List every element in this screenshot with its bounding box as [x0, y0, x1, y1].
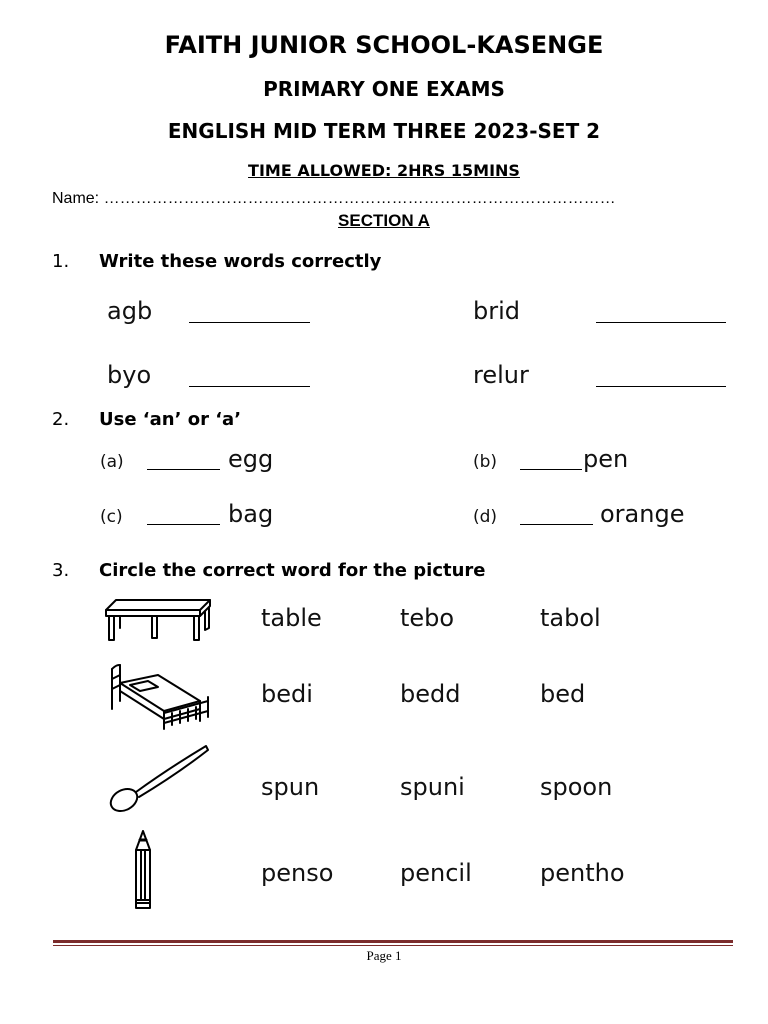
answer-blank [147, 524, 220, 525]
q2-number: 2. [52, 409, 70, 430]
table-icon [102, 596, 214, 644]
q1-word: brid [473, 297, 521, 325]
q2-item-word: pen [583, 445, 629, 473]
q2-item-word: bag [228, 500, 274, 528]
q1-text: Write these words correctly [99, 251, 382, 272]
q3-option[interactable]: tebo [400, 604, 455, 632]
q2-item-label: (a) [100, 452, 124, 472]
page-number: Page 1 [366, 948, 402, 963]
answer-blank [596, 322, 726, 323]
footer-rule [53, 945, 733, 946]
q3-option[interactable]: tabol [540, 604, 601, 632]
answer-blank [189, 386, 310, 387]
bed-icon [108, 661, 218, 733]
q1-word: relur [473, 361, 529, 389]
answer-blank [189, 322, 310, 323]
q3-option[interactable]: penso [261, 859, 334, 887]
q3-option[interactable]: spuni [400, 773, 465, 801]
q3-text: Circle the correct word for the picture [99, 560, 486, 581]
q2-text: Use ‘an’ or ‘a’ [99, 409, 242, 430]
q2-item-label: (b) [473, 452, 498, 472]
q3-option[interactable]: bed [540, 680, 586, 708]
q3-option[interactable]: spoon [540, 773, 613, 801]
q2-item-label: (d) [473, 507, 498, 527]
answer-blank [147, 469, 220, 470]
q3-option[interactable]: table [261, 604, 322, 632]
exam-title: ENGLISH MID TERM THREE 2023-SET 2 [167, 119, 601, 143]
time-allowed: TIME ALLOWED: 2HRS 15MINS [248, 161, 520, 180]
q3-number: 3. [52, 560, 70, 581]
name-line: Name: …………………………………………………………………………………… [52, 190, 616, 207]
q2-item-label: (c) [100, 507, 123, 527]
q3-option[interactable]: pencil [400, 859, 472, 887]
answer-blank [520, 469, 582, 470]
q3-option[interactable]: bedi [261, 680, 313, 708]
answer-blank [520, 524, 593, 525]
exam-class: PRIMARY ONE EXAMS [263, 77, 505, 101]
q3-option[interactable]: pentho [540, 859, 625, 887]
q2-item-word: egg [228, 445, 274, 473]
pencil-icon [130, 828, 156, 912]
footer-rule [53, 940, 733, 943]
spoon-icon [106, 742, 212, 814]
q1-word: byo [107, 361, 152, 389]
q1-word: agb [107, 297, 153, 325]
q1-number: 1. [52, 251, 70, 272]
school-name: FAITH JUNIOR SCHOOL-KASENGE [164, 31, 604, 59]
q3-option[interactable]: bedd [400, 680, 461, 708]
q2-item-word: orange [600, 500, 685, 528]
section-title: SECTION A [338, 211, 430, 230]
answer-blank [596, 386, 726, 387]
q3-option[interactable]: spun [261, 773, 320, 801]
